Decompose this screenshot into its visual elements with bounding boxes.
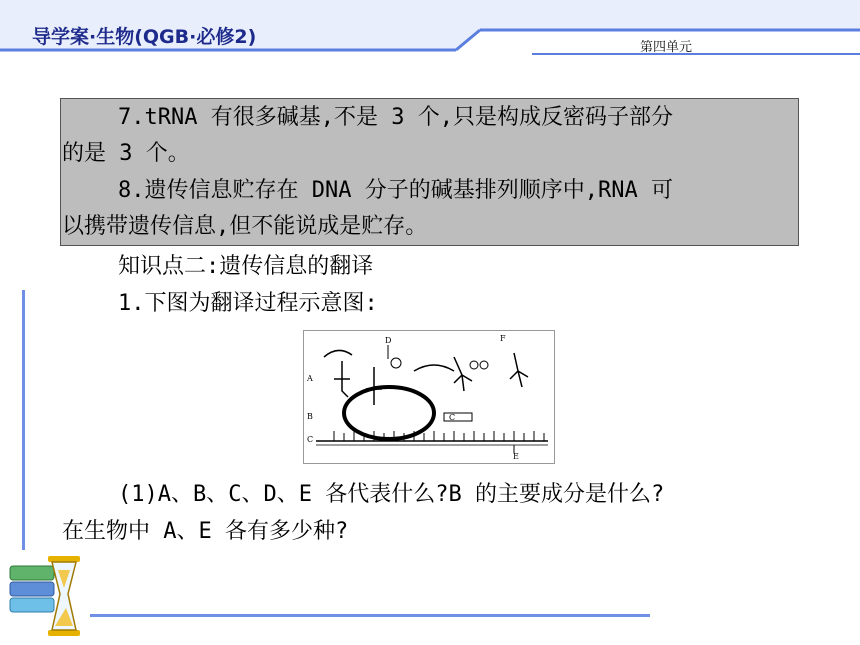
unit-label: 第四单元 <box>640 40 693 55</box>
label-d: D <box>385 336 392 345</box>
bottom-accent-rule <box>90 614 650 617</box>
label-c-box: C <box>449 413 456 422</box>
translation-diagram-svg <box>304 331 554 463</box>
label-b: B <box>307 412 313 421</box>
question-line1: (1)A、B、C、D、E 各代表什么?B 的主要成分是什么? <box>118 482 665 507</box>
label-c: C <box>307 435 314 444</box>
header-bar <box>0 0 860 58</box>
translation-diagram <box>303 330 555 464</box>
question-line2: 在生物中 A、E 各有多少种? <box>62 519 349 544</box>
section-heading: 知识点二:遗传信息的翻译 <box>118 254 374 279</box>
note-item8-line2: 以携带遗传信息,但不能说成是贮存。 <box>62 214 428 239</box>
hourglass-books-icon <box>8 548 88 640</box>
label-a: A <box>307 374 313 383</box>
note-item8-line1: 8.遗传信息贮存在 DNA 分子的碱基排列顺序中,RNA 可 <box>118 178 673 203</box>
section-item1: 1.下图为翻译过程示意图: <box>118 291 378 316</box>
note-item7-line2: 的是 3 个。 <box>62 141 190 166</box>
note-item7-line1: 7.tRNA 有很多碱基,不是 3 个,只是构成反密码子部分 <box>118 105 673 130</box>
left-accent-rule <box>22 290 25 550</box>
label-e: E <box>513 452 519 461</box>
page-title: 导学案·生物(QGB·必修2) <box>32 26 257 48</box>
label-f: F <box>500 334 506 343</box>
